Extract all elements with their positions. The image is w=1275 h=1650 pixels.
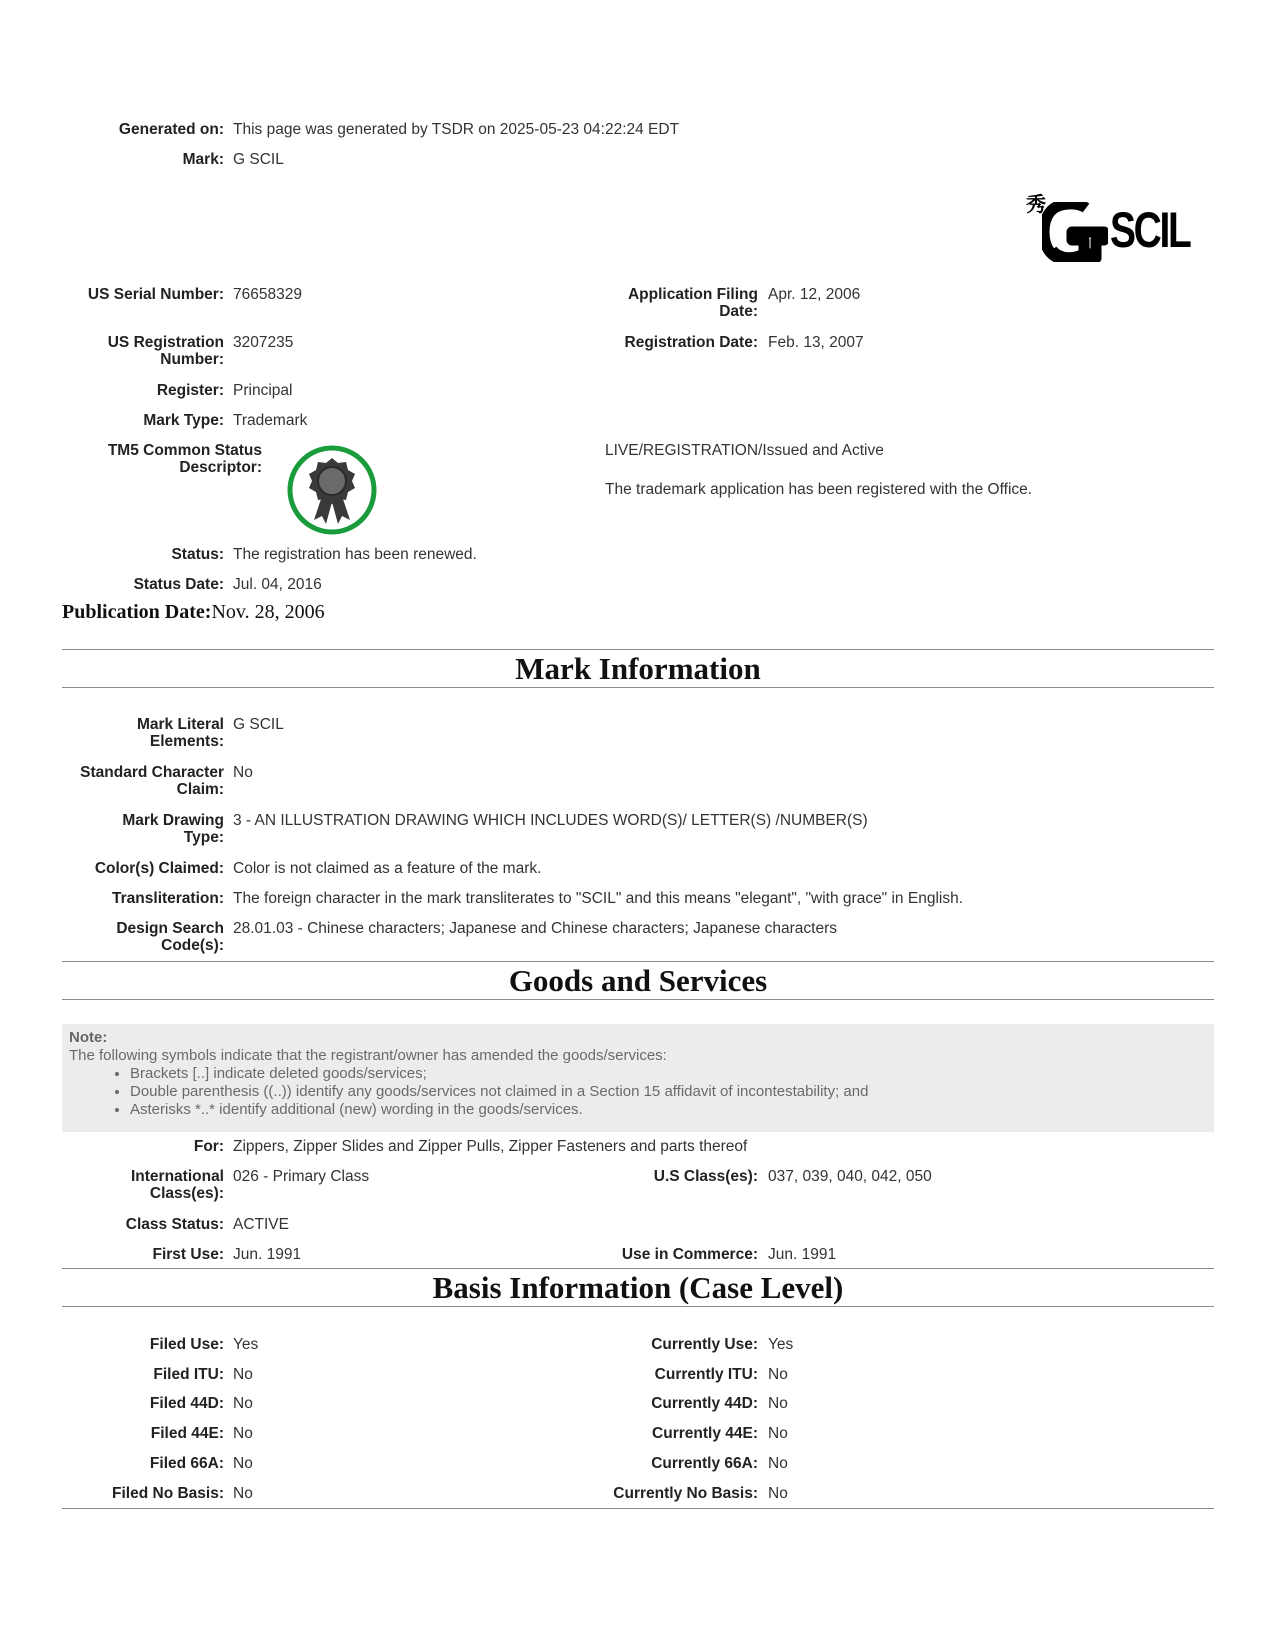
- filing-date-label: Application Filing Date:: [627, 286, 758, 320]
- mark-drawing-type-label: Mark Drawing Type:: [122, 812, 224, 846]
- filed-66a-label: Filed 66A:: [149, 1455, 224, 1472]
- filed-no-basis-label: Filed No Basis:: [112, 1485, 224, 1502]
- registration-date-label: Registration Date:: [624, 334, 758, 351]
- tm5-status-value: LIVE/REGISTRATION/Issued and Active: [605, 442, 884, 459]
- section-divider-bottom: [62, 1306, 1214, 1307]
- mark-type-label: Mark Type:: [143, 412, 224, 429]
- publication-date: [62, 600, 325, 624]
- international-class-value: 026 - Primary Class: [233, 1168, 370, 1185]
- class-status-label: Class Status:: [125, 1216, 224, 1233]
- goods-services-title: Goods and Services: [508, 963, 768, 998]
- colors-claimed-value: Color is not claimed as a feature of the mark.: [233, 860, 542, 877]
- standard-character-value: No: [233, 764, 253, 781]
- section-divider-bottom: [62, 999, 1214, 1000]
- status-date-value: Jul. 04, 2016: [233, 576, 322, 593]
- section-divider-end: [62, 1508, 1214, 1509]
- currently-itu-value: No: [768, 1366, 788, 1383]
- register-value: Principal: [233, 382, 293, 399]
- currently-44e-value: No: [768, 1425, 788, 1442]
- design-search-code-value: 28.01.03 - Chinese characters; Japanese and Chinese characters; Japanese characters: [233, 920, 837, 937]
- international-class-label: International Class(es):: [130, 1168, 224, 1202]
- currently-use-label: Currently Use:: [651, 1336, 758, 1353]
- first-use-value: Jun. 1991: [233, 1246, 302, 1263]
- transliteration-label: Transliteration:: [112, 890, 224, 907]
- mark-literal-value: G SCIL: [233, 716, 284, 733]
- first-use-label: First Use:: [152, 1246, 224, 1263]
- status-date-label: Status Date:: [133, 576, 224, 593]
- note-list-item: • Asterisks *..* identify additional (new) wording in the goods/services.: [130, 1101, 868, 1119]
- status-value: The registration has been renewed.: [233, 546, 477, 563]
- class-status-value: ACTIVE: [233, 1216, 289, 1233]
- filed-no-basis-value: No: [233, 1485, 253, 1502]
- note-list: [114, 1065, 868, 1119]
- currently-44d-value: No: [768, 1395, 788, 1412]
- basis-information-title: Basis Information (Case Level): [432, 1270, 844, 1305]
- for-label: For:: [193, 1138, 224, 1155]
- note-heading: Note:: [69, 1029, 108, 1046]
- filed-use-value: Yes: [233, 1336, 259, 1353]
- filed-66a-value: No: [233, 1455, 253, 1472]
- mark-image-text: SCIL: [1110, 202, 1190, 258]
- tm5-status-description: The trademark application has been registered with the Office.: [605, 481, 1033, 498]
- register-label: Register:: [156, 382, 224, 399]
- registration-date-value: Feb. 13, 2007: [768, 334, 864, 351]
- filed-44e-value: No: [233, 1425, 253, 1442]
- section-divider-top: [62, 961, 1214, 962]
- filing-date-value: Apr. 12, 2006: [768, 286, 861, 303]
- currently-itu-label: Currently ITU:: [654, 1366, 758, 1383]
- note-text: The following symbols indicate that the registrant/owner has amended the goods/services:: [69, 1047, 667, 1064]
- note-list-item: • Double parenthesis ((..)) identify any goods/services not claimed in a Section 15 affidavit of incontestability; and: [130, 1083, 868, 1101]
- generated-on-label: Generated on:: [118, 121, 224, 138]
- mark-value: G SCIL: [233, 151, 284, 168]
- mark-image-chinese-glyph: 秀: [1026, 192, 1046, 216]
- transliteration-value: The foreign character in the mark transliterates to "SCIL" and this means "elegant", "with grace" in English.: [233, 890, 964, 907]
- use-in-commerce-value: Jun. 1991: [768, 1246, 837, 1263]
- filed-use-label: Filed Use:: [149, 1336, 224, 1353]
- filed-44e-label: Filed 44E:: [150, 1425, 224, 1442]
- filed-itu-value: No: [233, 1366, 253, 1383]
- mark-drawing-type-value: 3 - AN ILLUSTRATION DRAWING WHICH INCLUDES WORD(S)/ LETTER(S) /NUMBER(S): [233, 812, 868, 829]
- publication-date-value: Nov. 28, 2006: [211, 601, 325, 623]
- serial-number-label: US Serial Number:: [87, 286, 224, 303]
- filed-44d-value: No: [233, 1395, 253, 1412]
- currently-66a-label: Currently 66A:: [651, 1455, 758, 1472]
- publication-date-label: Publication Date:: [62, 601, 212, 623]
- section-divider-bottom: [62, 687, 1214, 688]
- currently-44d-label: Currently 44D:: [651, 1395, 758, 1412]
- us-class-label: U.S Class(es):: [653, 1168, 758, 1185]
- currently-44e-label: Currently 44E:: [652, 1425, 758, 1442]
- mark-label: Mark:: [182, 151, 224, 168]
- filed-itu-label: Filed ITU:: [153, 1366, 224, 1383]
- mark-information-title: Mark Information: [515, 651, 761, 686]
- registered-badge-icon: [286, 444, 378, 536]
- mark-type-value: Trademark: [233, 412, 308, 429]
- status-label: Status:: [171, 546, 224, 563]
- currently-no-basis-value: No: [768, 1485, 788, 1502]
- currently-66a-value: No: [768, 1455, 788, 1472]
- serial-number-value: 76658329: [233, 286, 302, 303]
- section-divider-top: [62, 649, 1214, 650]
- mark-image: [1026, 188, 1191, 264]
- filed-44d-label: Filed 44D:: [149, 1395, 224, 1412]
- use-in-commerce-label: Use in Commerce:: [621, 1246, 758, 1263]
- us-class-value: 037, 039, 040, 042, 050: [768, 1168, 932, 1185]
- currently-use-value: Yes: [768, 1336, 794, 1353]
- amendment-note-box: [62, 1024, 1214, 1132]
- note-list-item: • Brackets [..] indicate deleted goods/services;: [130, 1065, 868, 1083]
- standard-character-label: Standard Character Claim:: [80, 764, 224, 798]
- colors-claimed-label: Color(s) Claimed:: [94, 860, 224, 877]
- generated-on-value: This page was generated by TSDR on 2025-05-23 04:22:24 EDT: [233, 121, 680, 138]
- mark-image-g-letter: [1042, 202, 1108, 262]
- design-search-code-label: Design Search Code(s):: [116, 920, 224, 954]
- currently-no-basis-label: Currently No Basis:: [613, 1485, 758, 1502]
- registration-number-label: US Registration Number:: [107, 334, 224, 368]
- for-value: Zippers, Zipper Slides and Zipper Pulls, Zipper Fasteners and parts thereof: [233, 1138, 748, 1155]
- mark-literal-label: Mark Literal Elements:: [136, 716, 224, 750]
- registration-number-value: 3207235: [233, 334, 294, 351]
- tm5-status-label: TM5 Common Status Descriptor:: [107, 442, 262, 476]
- section-divider-top: [62, 1268, 1214, 1269]
